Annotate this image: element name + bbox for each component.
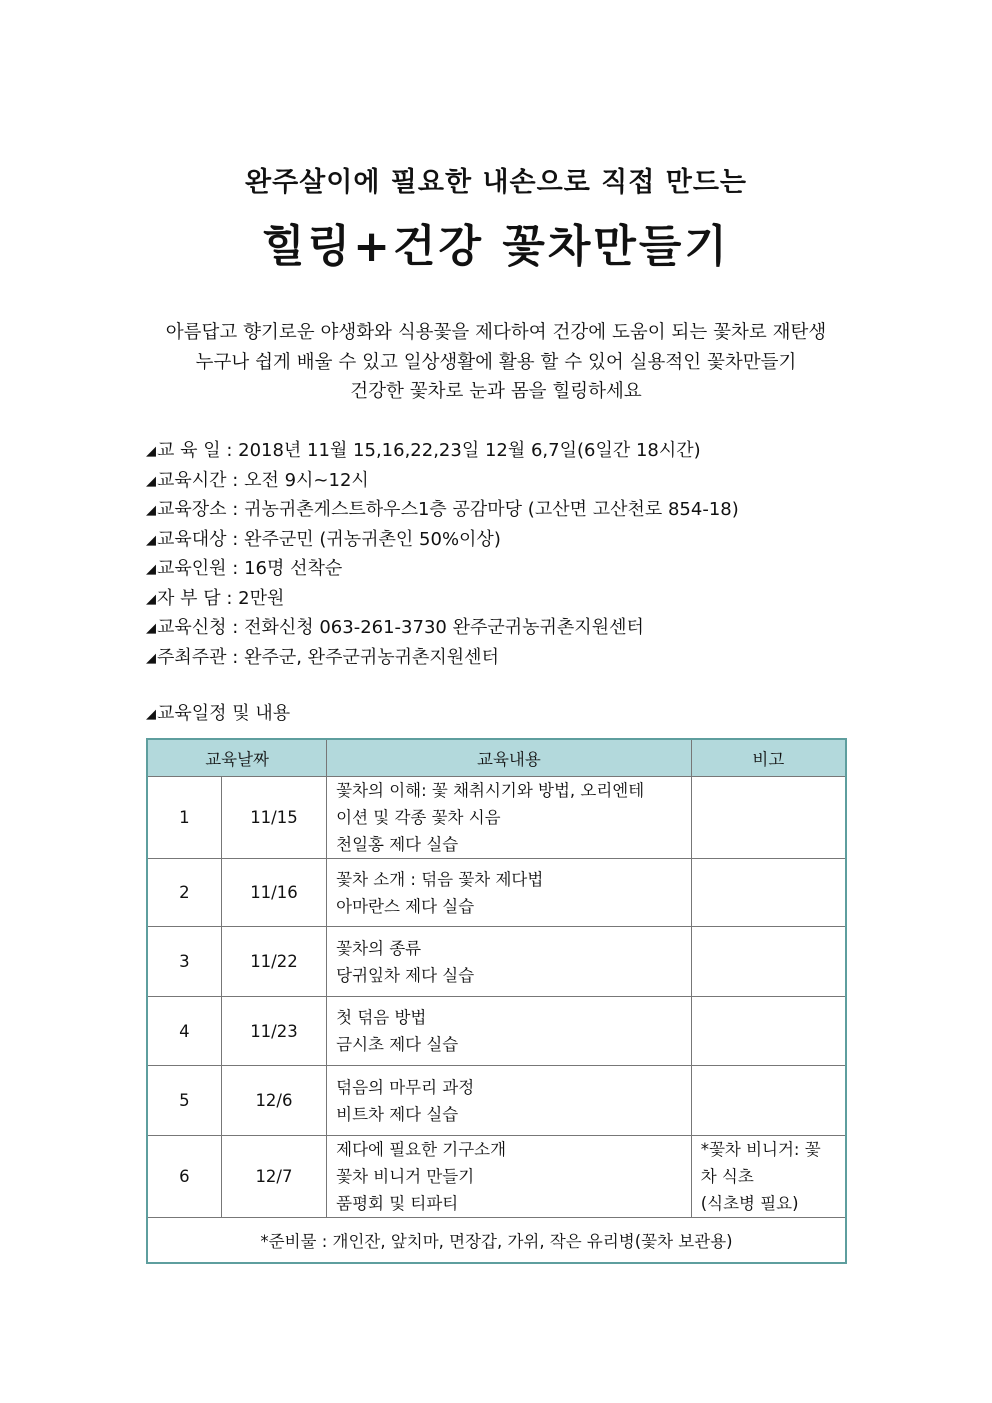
info-value: 전화신청 063-261-3730 완주군귀농귀촌지원센터 (244, 617, 644, 638)
supplies-note: *준비물 : 개인잔, 앞치마, 면장갑, 가위, 작은 유리병(꽃차 보관용) (147, 1218, 846, 1264)
session-note (691, 1066, 846, 1136)
note-line: *꽃차 비니거: 꽃 (700, 1140, 821, 1159)
session-date: 11/16 (221, 859, 326, 927)
info-label: 교육대상 (157, 528, 227, 550)
triangle-icon: ◢ (146, 591, 156, 607)
table-row (147, 777, 846, 859)
info-value: 2018년 11월 15,16,22,23일 12월 6,7일(6일간 18시간) (238, 440, 701, 461)
session-note (691, 777, 846, 859)
content-line: 당귀잎차 제다 실습 (336, 965, 475, 985)
table-row (147, 997, 846, 1066)
session-content (327, 1136, 692, 1218)
info-label: 교육장소 (157, 499, 227, 520)
content-line: 꽃차 비니거 만들기 (336, 1167, 475, 1186)
content-line: 첫 덖음 방법 (336, 1008, 427, 1027)
session-content (327, 777, 692, 859)
triangle-icon: ◢ (146, 473, 156, 489)
intro-line: 건강한 꽃차로 눈과 몸을 힐링하세요 (350, 381, 642, 402)
session-number: 6 (147, 1136, 221, 1218)
table-row (147, 1066, 846, 1136)
session-number: 3 (147, 927, 221, 997)
session-note (691, 997, 846, 1066)
content-line: 제다에 필요한 기구소개 (336, 1140, 507, 1159)
content-line: 꽃차 소개 : 덖음 꽃차 제다법 (336, 869, 544, 889)
info-label: 교육시간 (157, 469, 227, 491)
content-line: 덖음의 마무리 과정 (336, 1077, 475, 1097)
content-line: 꽃차의 종류 (336, 938, 422, 958)
note-line: (식초병 필요) (700, 1194, 799, 1213)
info-label: 교 육 일 (157, 440, 221, 461)
schedule-heading-label: 교육일정 및 내용 (157, 703, 291, 724)
intro-line: 누구나 쉽게 배울 수 있고 일상생활에 활용 할 수 있어 실용적인 꽃차만들기 (195, 351, 797, 373)
session-date: 12/6 (221, 1066, 326, 1136)
column-header-content: 교육내용 (327, 739, 692, 777)
session-content (327, 997, 692, 1066)
info-label: 자 부 담 (157, 587, 221, 609)
info-row-place: ◢교육장소 : 귀농귀촌게스트하우스1층 공감마당 (고산면 고산천로 854-18) (146, 495, 739, 525)
content-line: 품평회 및 티파티 (336, 1194, 459, 1213)
session-content (327, 859, 692, 927)
info-row-time: ◢교육시간 : 오전 9시~12시 (146, 466, 739, 496)
info-value: 2만원 (238, 587, 285, 609)
info-list (146, 436, 739, 672)
info-row-apply: ◢교육신청 : 전화신청 063-261-3730 완주군귀농귀촌지원센터 (146, 613, 739, 643)
session-date: 11/15 (221, 777, 326, 859)
content-line: 천일홍 제다 실습 (336, 835, 459, 854)
content-line: 꽃차의 이해: 꽃 채취시기와 방법, 오리엔테 (336, 781, 645, 800)
info-value: 완주군민 (귀농귀촌인 50%이상) (244, 528, 501, 550)
session-date: 12/7 (221, 1136, 326, 1218)
content-line: 비트차 제다 실습 (336, 1104, 459, 1124)
table-row (147, 1136, 846, 1218)
info-label: 교육신청 (157, 617, 227, 638)
info-value: 오전 9시~12시 (244, 469, 369, 491)
schedule-table (146, 738, 847, 1264)
schedule-heading (146, 700, 290, 729)
session-number: 1 (147, 777, 221, 859)
page-title: 힐링+건강 꽃차만들기 (262, 221, 730, 272)
table-header-row (147, 739, 846, 777)
column-header-note: 비고 (691, 739, 846, 777)
column-header-date: 교육날짜 (147, 739, 327, 777)
info-value: 16명 선착순 (244, 558, 343, 579)
table-footer-row (147, 1218, 846, 1264)
info-row-capacity: ◢교육인원 : 16명 선착순 (146, 554, 739, 584)
content-line: 이션 및 각종 꽃차 시음 (336, 808, 501, 827)
triangle-icon: ◢ (146, 503, 156, 518)
info-row-fee: ◢자 부 담 : 2만원 (146, 584, 739, 614)
info-row-target: ◢교육대상 : 완주군민 (귀농귀촌인 50%이상) (146, 525, 739, 555)
session-note (691, 927, 846, 997)
session-date: 11/22 (221, 927, 326, 997)
intro-line: 아름답고 향기로운 야생화와 식용꽃을 제다하여 건강에 도움이 되는 꽃차로 재탄생 (165, 322, 827, 343)
session-note (691, 1136, 846, 1218)
triangle-icon: ◢ (146, 562, 156, 577)
session-content (327, 927, 692, 997)
info-row-host: ◢주최주관 : 완주군, 완주군귀농귀촌지원센터 (146, 643, 739, 673)
table-row (147, 927, 846, 997)
session-number: 2 (147, 859, 221, 927)
session-date: 11/23 (221, 997, 326, 1066)
content-line: 금시초 제다 실습 (336, 1035, 459, 1054)
session-number: 4 (147, 997, 221, 1066)
note-line: 차 식초 (700, 1167, 754, 1186)
info-label: 주최주관 (157, 646, 227, 668)
intro-text (0, 318, 992, 407)
session-content (327, 1066, 692, 1136)
triangle-icon: ◢ (146, 532, 156, 548)
info-value: 완주군, 완주군귀농귀촌지원센터 (244, 646, 499, 668)
triangle-icon: ◢ (146, 621, 156, 636)
session-number: 5 (147, 1066, 221, 1136)
page-subtitle: 완주살이에 필요한 내손으로 직접 만드는 (245, 167, 747, 198)
triangle-icon: ◢ (146, 707, 156, 722)
table-row (147, 859, 846, 927)
triangle-icon: ◢ (146, 650, 156, 666)
session-note (691, 859, 846, 927)
info-row-date: ◢교 육 일 : 2018년 11월 15,16,22,23일 12월 6,7일(6일간 18시간) (146, 436, 739, 466)
content-line: 아마란스 제다 실습 (336, 896, 475, 916)
info-label: 교육인원 (157, 558, 227, 579)
info-value: 귀농귀촌게스트하우스1층 공감마당 (고산면 고산천로 854-18) (244, 499, 739, 520)
triangle-icon: ◢ (146, 444, 156, 459)
